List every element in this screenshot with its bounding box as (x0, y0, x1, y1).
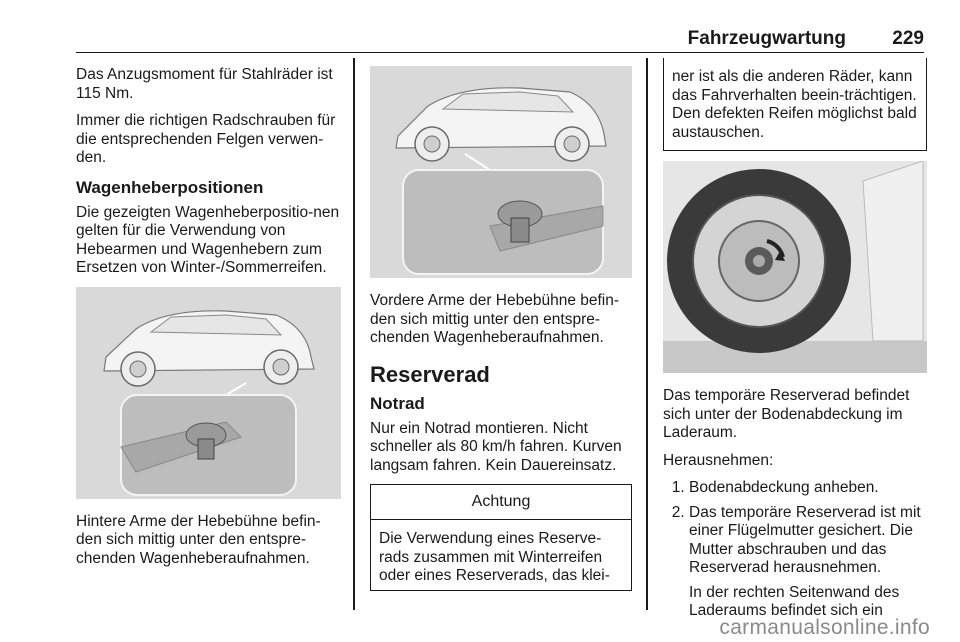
front-lift-caption: Vordere Arme der Hebebühne befin-den sich mittig unter den entspre-chenden Wagenheberaufnahmen. (370, 292, 620, 346)
spare-location-text: Das temporäre Reserverad befindet sich unter der Bodenabdeckung im Laderaum. (663, 387, 910, 441)
spare-wheel-figure (663, 161, 927, 373)
caution-title: Achtung (371, 485, 631, 520)
column-left (76, 66, 341, 577)
torque-text: Das Anzugsmoment für Stahlräder ist 115 Nm. (76, 66, 333, 102)
page-title: Fahrzeugwartung (687, 28, 846, 49)
caution-box (370, 484, 632, 591)
page-header (76, 26, 924, 53)
step-2: 2. Das temporäre Reserverad ist mit einer Flügelmutter gesichert. Die Mutter abschrauben und das Reserverad herausnehmen. (689, 504, 927, 578)
column-divider (353, 58, 355, 610)
jack-positions-text: Die gezeigten Wagenheberpositio-nen gelten für die Verwendung von Hebearmen und Wagenhebern zum Ersetzen von Winter-/Sommerreifen. (76, 203, 340, 276)
caution-continued-text: ner ist als die anderen Räder, kann das Fahrverhalten beein-trächtigen. Den defekten Reifen möglichst bald austauschen. (672, 68, 917, 141)
column-right (663, 58, 927, 630)
compact-spare-text: Nur ein Notrad montieren. Nicht schneller als 80 km/h fahren. Kurven langsam fahren. Kein Dauereinsatz. (370, 419, 622, 474)
jack-positions-heading: Wagenheberpositionen (76, 177, 264, 197)
column-divider (646, 58, 648, 610)
wheel-bolts-text: Immer die richtigen Radschrauben für die entsprechenden Felgen verwen-den. (76, 112, 336, 166)
spare-wheel-illustration (663, 161, 927, 373)
page-number: 229 (892, 28, 924, 49)
rear-lift-figure (76, 287, 341, 499)
car-lift-illustration-front (370, 66, 632, 278)
rear-lift-caption: Hintere Arme der Hebebühne befin-den sich mittig unter den entspre-chenden Wagenheberaufnahmen. (76, 512, 321, 567)
caution-box-continued (663, 58, 927, 151)
caution-text: Die Verwendung eines Reserve-rads zusammen mit Winterreifen oder eines Reserverads, das klei- (379, 530, 610, 584)
watermark: carmanualsonline.info (719, 616, 930, 639)
compact-spare-heading: Notrad (370, 393, 425, 413)
front-lift-figure (370, 66, 632, 278)
removal-label: Herausnehmen: (663, 451, 774, 469)
column-middle (370, 66, 632, 591)
side-wall-text: In der rechten Seitenwand des Laderaums befindet sich ein (689, 583, 900, 619)
spare-wheel-heading: Reserverad (370, 361, 490, 387)
car-lift-illustration-rear (76, 287, 341, 499)
step-1: 1. Bodenabdeckung anheben. (689, 479, 927, 498)
removal-steps (663, 479, 927, 578)
